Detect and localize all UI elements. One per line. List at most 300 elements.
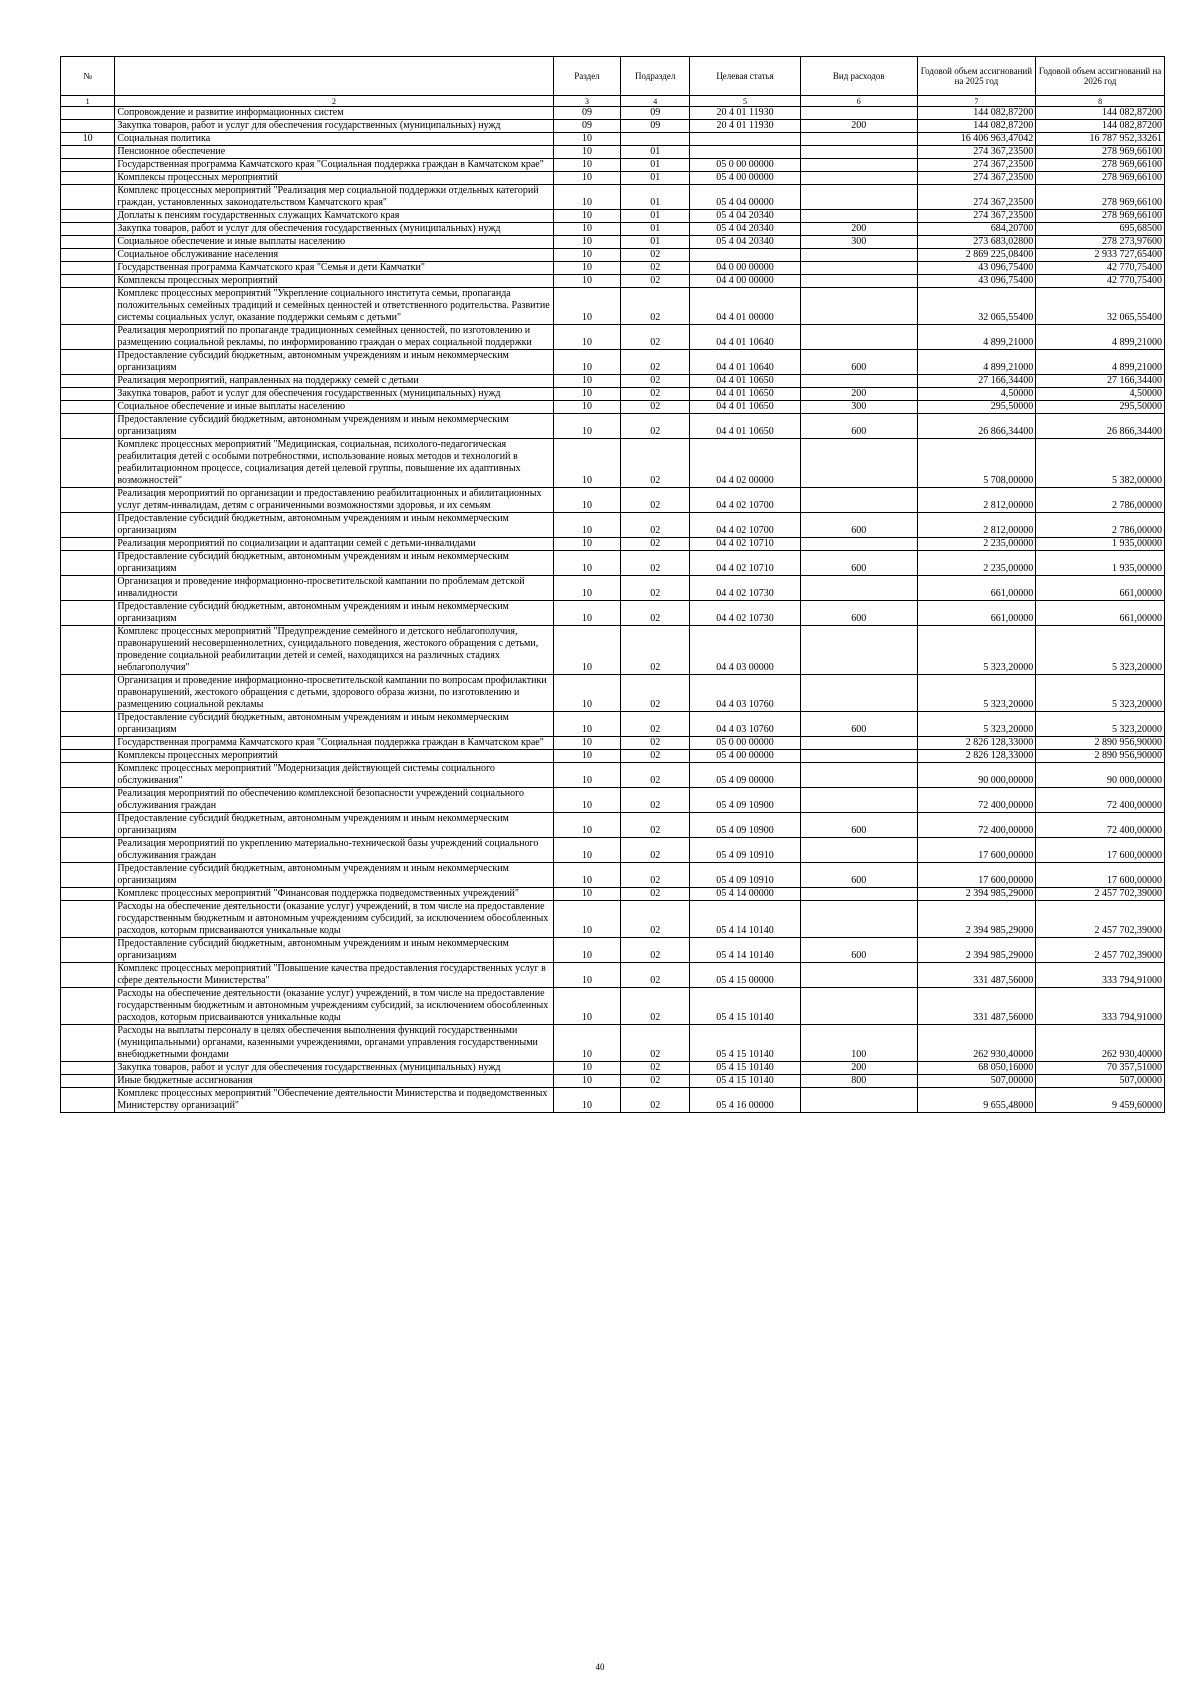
cell-name: Пенсионное обеспечение [115,146,553,159]
cell-allocation-2025: 2 869 225,08400 [917,249,1036,262]
cell-name: Комплекс процессных мероприятий "Реализация мер социальной поддержки отдельных категорий граждан, установленных законодательством Камчатского края" [115,185,553,210]
table-row [61,675,1165,712]
cell-target-article: 04 4 02 10730 [690,601,801,626]
cell-expense-type [801,210,918,223]
cell-name: Государственная программа Камчатского края "Семья и дети Камчатки" [115,262,553,275]
cell-allocation-2025: 27 166,34400 [917,375,1036,388]
cell-number [61,988,115,1025]
table-row [61,1062,1165,1075]
cell-subsection: 02 [621,439,690,488]
cell-allocation-2026: 9 459,60000 [1036,1088,1165,1113]
cell-name: Социальная политика [115,133,553,146]
cell-allocation-2025: 17 600,00000 [917,838,1036,863]
table-row [61,938,1165,963]
cell-number [61,172,115,185]
cell-target-article: 04 4 01 00000 [690,288,801,325]
cell-section: 10 [553,388,621,401]
cell-number [61,488,115,513]
cell-number [61,375,115,388]
cell-subsection: 02 [621,888,690,901]
cell-section: 10 [553,626,621,675]
cell-section: 10 [553,513,621,538]
cell-expense-type: 300 [801,401,918,414]
cell-expense-type [801,626,918,675]
cell-section: 10 [553,1062,621,1075]
column-number: 7 [917,96,1036,107]
cell-target-article: 05 4 15 00000 [690,963,801,988]
cell-subsection: 02 [621,626,690,675]
cell-target-article: 04 4 02 10730 [690,576,801,601]
table-row [61,488,1165,513]
cell-name: Расходы на обеспечение деятельности (оказание услуг) учреждений, в том числе на предоставление государственным бюджетным и автономным учреждениям субсидий, за исключением обособленных расходов, которым присваиваются уникальные коды [115,901,553,938]
cell-expense-type: 600 [801,350,918,375]
cell-expense-type [801,249,918,262]
cell-section: 10 [553,750,621,763]
cell-allocation-2025: 661,00000 [917,576,1036,601]
cell-target-article: 05 4 15 10140 [690,988,801,1025]
cell-allocation-2026: 295,50000 [1036,401,1165,414]
cell-target-article: 04 4 02 10710 [690,551,801,576]
cell-section: 10 [553,146,621,159]
cell-target-article: 05 4 15 10140 [690,1025,801,1062]
cell-number [61,963,115,988]
table-row [61,185,1165,210]
cell-target-article: 05 4 14 00000 [690,888,801,901]
cell-name: Реализация мероприятий по укреплению материально-технической базы учреждений социального обслуживания граждан [115,838,553,863]
cell-allocation-2025: 295,50000 [917,401,1036,414]
table-row [61,210,1165,223]
cell-section: 10 [553,185,621,210]
cell-allocation-2025: 5 323,20000 [917,712,1036,737]
cell-name: Предоставление субсидий бюджетным, автономным учреждениям и иным некоммерческим организациям [115,863,553,888]
cell-number [61,813,115,838]
cell-expense-type [801,838,918,863]
header-expense-type: Вид расходов [801,57,918,96]
cell-name: Комплекс процессных мероприятий "Медицинская, социальная, психолого-педагогическая реабилитация детей с особыми потребностями, использование новых методов и технологий в реабилитационном процессе, социализация детей целевой группы, повышение их адаптивных возможностей" [115,439,553,488]
cell-subsection: 01 [621,185,690,210]
cell-subsection: 02 [621,675,690,712]
cell-allocation-2026: 72 400,00000 [1036,788,1165,813]
cell-number [61,388,115,401]
cell-target-article: 05 4 09 10900 [690,813,801,838]
cell-name: Предоставление субсидий бюджетным, автономным учреждениям и иным некоммерческим организациям [115,414,553,439]
cell-subsection: 02 [621,325,690,350]
cell-name: Расходы на выплаты персоналу в целях обеспечения выполнения функций государственными (муниципальными) органами, казенными учреждениями, органами управления государственными внебюджетными фондами [115,1025,553,1062]
cell-subsection: 02 [621,388,690,401]
cell-allocation-2026: 26 866,34400 [1036,414,1165,439]
cell-target-article: 05 4 04 20340 [690,236,801,249]
table-row [61,325,1165,350]
cell-expense-type [801,488,918,513]
cell-section: 10 [553,223,621,236]
header-subsection: Подраздел [621,57,690,96]
cell-section: 10 [553,414,621,439]
cell-allocation-2026: 5 323,20000 [1036,675,1165,712]
cell-section: 10 [553,1088,621,1113]
header-target-article: Целевая статья [690,57,801,96]
table-header-row [61,57,1165,96]
cell-section: 10 [553,788,621,813]
cell-name: Социальное обслуживание населения [115,249,553,262]
cell-allocation-2026: 2 457 702,39000 [1036,901,1165,938]
cell-subsection: 02 [621,1025,690,1062]
cell-name: Закупка товаров, работ и услуг для обеспечения государственных (муниципальных) нужд [115,1062,553,1075]
table-row [61,107,1165,120]
cell-name: Иные бюджетные ассигнования [115,1075,553,1088]
cell-number [61,601,115,626]
cell-section: 10 [553,350,621,375]
cell-allocation-2026: 42 770,75400 [1036,275,1165,288]
cell-section: 10 [553,159,621,172]
cell-subsection: 02 [621,1075,690,1088]
cell-allocation-2026: 278 969,66100 [1036,185,1165,210]
cell-section: 10 [553,325,621,350]
table-row [61,1075,1165,1088]
cell-subsection: 02 [621,275,690,288]
cell-subsection: 09 [621,120,690,133]
cell-name: Социальное обеспечение и иные выплаты населению [115,401,553,414]
cell-allocation-2026: 2 890 956,90000 [1036,737,1165,750]
cell-target-article: 20 4 01 11930 [690,107,801,120]
column-number: 1 [61,96,115,107]
cell-allocation-2025: 2 812,00000 [917,513,1036,538]
cell-allocation-2026: 42 770,75400 [1036,262,1165,275]
cell-name: Реализация мероприятий, направленных на поддержку семей с детьми [115,375,553,388]
cell-target-article: 20 4 01 11930 [690,120,801,133]
cell-section: 10 [553,275,621,288]
cell-subsection: 02 [621,838,690,863]
cell-allocation-2026: 4 899,21000 [1036,325,1165,350]
cell-expense-type [801,439,918,488]
cell-number [61,763,115,788]
column-number: 8 [1036,96,1165,107]
table-row [61,275,1165,288]
cell-name: Социальное обеспечение и иные выплаты населению [115,236,553,249]
table-row [61,888,1165,901]
cell-number [61,788,115,813]
table-row [61,120,1165,133]
cell-allocation-2026: 2 786,00000 [1036,513,1165,538]
cell-allocation-2025: 2 235,00000 [917,538,1036,551]
cell-number [61,863,115,888]
cell-target-article: 04 4 02 10710 [690,538,801,551]
cell-allocation-2026: 507,00000 [1036,1075,1165,1088]
table-row [61,838,1165,863]
cell-subsection: 02 [621,288,690,325]
cell-target-article: 04 4 02 10700 [690,488,801,513]
cell-section: 10 [553,236,621,249]
cell-target-article: 04 4 01 10640 [690,350,801,375]
cell-name: Предоставление субсидий бюджетным, автономным учреждениям и иным некоммерческим организациям [115,938,553,963]
table-row [61,1088,1165,1113]
cell-name: Государственная программа Камчатского края "Социальная поддержка граждан в Камчатском крае" [115,159,553,172]
cell-subsection: 02 [621,601,690,626]
cell-subsection: 02 [621,863,690,888]
cell-subsection [621,133,690,146]
cell-allocation-2026: 2 786,00000 [1036,488,1165,513]
cell-section: 10 [553,712,621,737]
cell-allocation-2025: 2 826 128,33000 [917,737,1036,750]
cell-subsection: 02 [621,712,690,737]
cell-number [61,1088,115,1113]
table-row [61,262,1165,275]
cell-allocation-2025: 2 394 985,29000 [917,888,1036,901]
cell-target-article [690,133,801,146]
cell-expense-type: 200 [801,120,918,133]
cell-number: 10 [61,133,115,146]
header-number: № [61,57,115,96]
cell-number [61,120,115,133]
cell-name: Реализация мероприятий по организации и предоставлению реабилитационных и абилитационных услуг детям-инвалидам, детям с ограниченными возможностями здоровья, и их семьям [115,488,553,513]
cell-section: 10 [553,133,621,146]
cell-allocation-2026: 278 273,97600 [1036,236,1165,249]
cell-subsection: 01 [621,223,690,236]
cell-allocation-2026: 2 457 702,39000 [1036,888,1165,901]
cell-target-article: 04 4 03 10760 [690,675,801,712]
cell-target-article: 04 4 00 00000 [690,275,801,288]
cell-number [61,325,115,350]
table-row [61,350,1165,375]
cell-name: Предоставление субсидий бюджетным, автономным учреждениям и иным некоммерческим организациям [115,551,553,576]
column-number: 2 [115,96,553,107]
cell-number [61,551,115,576]
cell-name: Комплексы процессных мероприятий [115,750,553,763]
cell-expense-type [801,325,918,350]
cell-target-article: 05 4 00 00000 [690,750,801,763]
cell-subsection: 02 [621,813,690,838]
cell-expense-type [801,133,918,146]
table-body [61,107,1165,1113]
cell-number [61,538,115,551]
cell-allocation-2025: 9 655,48000 [917,1088,1036,1113]
table-row [61,538,1165,551]
cell-number [61,288,115,325]
cell-section: 10 [553,538,621,551]
table-row [61,737,1165,750]
cell-expense-type [801,185,918,210]
cell-allocation-2026: 278 969,66100 [1036,210,1165,223]
cell-subsection: 01 [621,146,690,159]
cell-allocation-2026: 16 787 952,33261 [1036,133,1165,146]
cell-allocation-2025: 17 600,00000 [917,863,1036,888]
cell-number [61,185,115,210]
table-row [61,988,1165,1025]
cell-expense-type: 600 [801,938,918,963]
cell-target-article: 04 4 01 10650 [690,401,801,414]
cell-allocation-2025: 2 394 985,29000 [917,938,1036,963]
cell-allocation-2026: 333 794,91000 [1036,988,1165,1025]
cell-subsection: 02 [621,513,690,538]
cell-expense-type [801,1088,918,1113]
cell-name: Комплекс процессных мероприятий "Финансовая поддержка подведомственных учреждений" [115,888,553,901]
cell-target-article: 04 4 01 10650 [690,388,801,401]
cell-target-article: 04 4 01 10650 [690,414,801,439]
cell-allocation-2025: 90 000,00000 [917,763,1036,788]
cell-subsection: 02 [621,488,690,513]
cell-section: 09 [553,107,621,120]
cell-expense-type: 100 [801,1025,918,1062]
cell-section: 10 [553,262,621,275]
table-row [61,763,1165,788]
cell-name: Реализация мероприятий по пропаганде традиционных семейных ценностей, по изготовлению и размещению социальной рекламы, по информированию граждан о мерах социальной поддержки [115,325,553,350]
cell-number [61,576,115,601]
cell-target-article: 04 4 01 10650 [690,375,801,388]
cell-number [61,401,115,414]
cell-target-article: 05 4 00 00000 [690,172,801,185]
table-row [61,863,1165,888]
cell-subsection: 09 [621,107,690,120]
cell-subsection: 02 [621,576,690,601]
cell-expense-type: 600 [801,863,918,888]
cell-section: 10 [553,601,621,626]
cell-allocation-2025: 5 323,20000 [917,675,1036,712]
cell-expense-type: 200 [801,1062,918,1075]
cell-allocation-2026: 278 969,66100 [1036,172,1165,185]
cell-section: 10 [553,172,621,185]
cell-target-article: 05 4 04 20340 [690,210,801,223]
cell-name: Предоставление субсидий бюджетным, автономным учреждениям и иным некоммерческим организациям [115,513,553,538]
cell-allocation-2026: 70 357,51000 [1036,1062,1165,1075]
cell-section: 09 [553,120,621,133]
cell-allocation-2025: 273 683,02800 [917,236,1036,249]
cell-section: 10 [553,763,621,788]
column-number: 3 [553,96,621,107]
cell-allocation-2026: 278 969,66100 [1036,146,1165,159]
cell-allocation-2026: 1 935,00000 [1036,538,1165,551]
cell-name: Комплекс процессных мероприятий "Повышение качества предоставления государственных услуг в сфере деятельности Министерства" [115,963,553,988]
cell-allocation-2025: 68 050,16000 [917,1062,1036,1075]
cell-name: Предоставление субсидий бюджетным, автономным учреждениям и иным некоммерческим организациям [115,813,553,838]
cell-subsection: 02 [621,262,690,275]
cell-allocation-2026: 144 082,87200 [1036,107,1165,120]
cell-allocation-2025: 43 096,75400 [917,275,1036,288]
cell-allocation-2025: 274 367,23500 [917,159,1036,172]
cell-number [61,1062,115,1075]
table-row [61,172,1165,185]
cell-allocation-2026: 72 400,00000 [1036,813,1165,838]
cell-target-article: 04 4 02 10700 [690,513,801,538]
cell-allocation-2025: 274 367,23500 [917,146,1036,159]
table-row [61,414,1165,439]
cell-subsection: 01 [621,172,690,185]
cell-allocation-2025: 4,50000 [917,388,1036,401]
cell-allocation-2025: 5 708,00000 [917,439,1036,488]
cell-subsection: 02 [621,901,690,938]
cell-allocation-2026: 5 323,20000 [1036,712,1165,737]
table-row [61,249,1165,262]
cell-section: 10 [553,838,621,863]
table-row [61,223,1165,236]
cell-target-article: 05 4 14 10140 [690,901,801,938]
cell-subsection: 02 [621,414,690,439]
column-number: 6 [801,96,918,107]
cell-allocation-2025: 16 406 963,47042 [917,133,1036,146]
cell-subsection: 02 [621,538,690,551]
cell-expense-type [801,675,918,712]
cell-number [61,223,115,236]
cell-expense-type: 600 [801,513,918,538]
cell-expense-type [801,262,918,275]
cell-expense-type [801,275,918,288]
cell-target-article: 04 4 03 10760 [690,712,801,737]
cell-number [61,513,115,538]
cell-target-article: 04 0 00 00000 [690,262,801,275]
cell-name: Организация и проведение информационно-просветительской кампании по проблемам детской инвалидности [115,576,553,601]
table-row [61,626,1165,675]
cell-target-article [690,249,801,262]
table-row [61,601,1165,626]
cell-subsection: 02 [621,737,690,750]
cell-number [61,249,115,262]
cell-name: Закупка товаров, работ и услуг для обеспечения государственных (муниципальных) нужд [115,120,553,133]
cell-allocation-2025: 144 082,87200 [917,120,1036,133]
cell-section: 10 [553,1075,621,1088]
cell-target-article: 04 4 03 00000 [690,626,801,675]
cell-subsection: 02 [621,249,690,262]
cell-allocation-2026: 695,68500 [1036,223,1165,236]
table-row [61,133,1165,146]
cell-name: Доплаты к пенсиям государственных служащих Камчатского края [115,210,553,223]
cell-subsection: 02 [621,963,690,988]
cell-section: 10 [553,375,621,388]
cell-allocation-2026: 262 930,40000 [1036,1025,1165,1062]
cell-number [61,1025,115,1062]
column-number: 5 [690,96,801,107]
cell-name: Комплексы процессных мероприятий [115,172,553,185]
cell-allocation-2025: 274 367,23500 [917,185,1036,210]
cell-number [61,838,115,863]
cell-allocation-2025: 32 065,55400 [917,288,1036,325]
column-number-row [61,96,1165,107]
cell-name: Закупка товаров, работ и услуг для обеспечения государственных (муниципальных) нужд [115,223,553,236]
cell-target-article: 05 4 09 10910 [690,863,801,888]
cell-allocation-2025: 4 899,21000 [917,325,1036,350]
table-row [61,551,1165,576]
cell-subsection: 02 [621,401,690,414]
cell-name: Закупка товаров, работ и услуг для обеспечения государственных (муниципальных) нужд [115,388,553,401]
cell-section: 10 [553,551,621,576]
header-allocation-2026: Годовой объем ассигнований на 2026 год [1036,57,1165,96]
cell-number [61,712,115,737]
cell-name: Реализация мероприятий по социализации и адаптации семей с детьми-инвалидами [115,538,553,551]
cell-allocation-2025: 274 367,23500 [917,210,1036,223]
page-number: 40 [595,1662,605,1672]
cell-number [61,938,115,963]
column-number: 4 [621,96,690,107]
cell-expense-type [801,888,918,901]
cell-allocation-2026: 5 323,20000 [1036,626,1165,675]
cell-allocation-2025: 274 367,23500 [917,172,1036,185]
cell-allocation-2026: 661,00000 [1036,601,1165,626]
header-allocation-2025: Годовой объем ассигнований на 2025 год [917,57,1036,96]
cell-expense-type: 600 [801,813,918,838]
cell-section: 10 [553,988,621,1025]
table-row [61,288,1165,325]
cell-expense-type [801,375,918,388]
cell-number [61,439,115,488]
cell-expense-type [801,963,918,988]
cell-allocation-2025: 2 235,00000 [917,551,1036,576]
cell-expense-type: 200 [801,388,918,401]
cell-subsection: 02 [621,551,690,576]
cell-name: Предоставление субсидий бюджетным, автономным учреждениям и иным некоммерческим организациям [115,350,553,375]
cell-allocation-2025: 72 400,00000 [917,813,1036,838]
cell-allocation-2025: 2 812,00000 [917,488,1036,513]
cell-name: Комплекс процессных мероприятий "Предупреждение семейного и детского неблагополучия, правонарушений несовершеннолетних, суицидального поведения, жестокого обращения с детьми, проведение социальной реабилитации детей и семей, находящихся на различных стадиях неблагополучия" [115,626,553,675]
cell-allocation-2025: 72 400,00000 [917,788,1036,813]
cell-section: 10 [553,210,621,223]
cell-allocation-2025: 5 323,20000 [917,626,1036,675]
